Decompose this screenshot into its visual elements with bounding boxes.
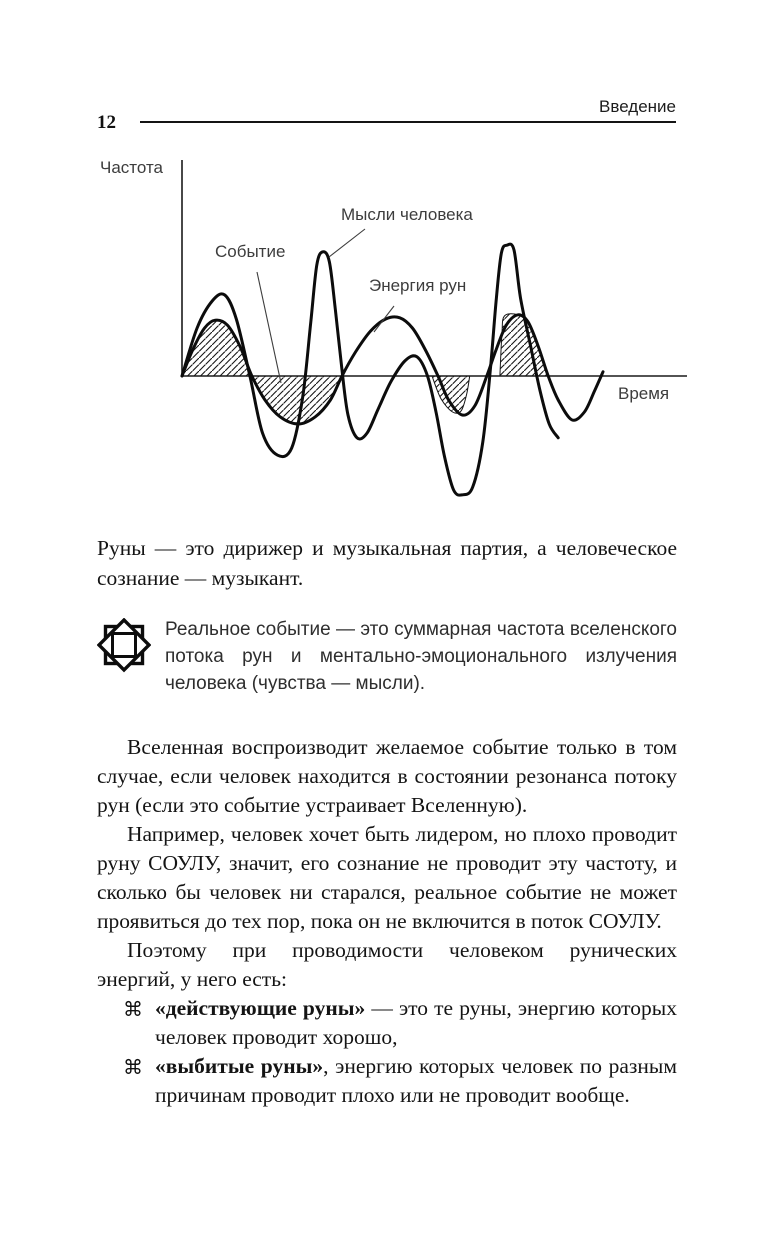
bullet-list — [97, 994, 677, 1110]
thoughts-series-label: Мысли человека — [341, 205, 473, 224]
paragraph: Вселенная воспроизводит желаемое событие только в том случае, если человек находится в состоянии резонанса потоку рун (если это событие устраивает Вселенную). — [97, 735, 677, 817]
chapter-header: Введение — [599, 97, 676, 116]
header-rule — [140, 121, 676, 123]
event-leader-line — [257, 272, 281, 383]
eight-pointed-star-icon — [97, 618, 151, 676]
chart-svg — [95, 150, 695, 510]
command-bullet-icon: ⌘ — [123, 997, 143, 1021]
bullet-rest-text: — это те руны, энергию которых человек проводит хорошо, — [155, 996, 677, 1049]
quote-paragraph: Руны — это дирижер и музыкальная партия, а человеческое сознание — музыкант. — [97, 536, 677, 590]
bullet-bold-text: «действующие руны» — [155, 996, 366, 1020]
frequency-time-chart — [95, 150, 695, 510]
bullet-rest-text: , энергию которых человек по разным причинам проводит плохо или не проводит вообще. — [155, 1054, 677, 1107]
list-item — [97, 1052, 677, 1110]
note-block — [97, 616, 677, 697]
note-text: Реальное событие — это суммарная частота вселенского потока рун и ментально-эмоционального излучения человека (чувства — мысли). — [165, 619, 677, 694]
body-text — [97, 733, 677, 1110]
paragraph: Например, человек хочет быть лидером, но плохо проводит руну СОУЛУ, значит, его сознание не проводит эту частоту, и сколько бы человек ни старался, реальное событие не может проявиться до тех пор, пока он не включится в поток СОУЛУ. — [97, 822, 677, 933]
x-axis-label: Время — [618, 384, 670, 403]
command-bullet-icon: ⌘ — [123, 1055, 143, 1079]
y-axis-label: Частота — [100, 158, 164, 177]
thoughts-leader-line — [329, 229, 365, 257]
page-number: 12 — [97, 112, 116, 133]
bullet-bold-text: «выбитые руны» — [155, 1054, 324, 1078]
event-annotation-label: Событие — [215, 242, 286, 261]
rune-energy-series-label: Энергия рун — [369, 276, 467, 295]
list-item — [97, 994, 677, 1052]
rune-energy-leader-line — [374, 306, 394, 332]
event-hatched-region — [432, 376, 470, 413]
paragraph: Поэтому при проводимости человеком рунических энергий, у него есть: — [97, 938, 677, 991]
